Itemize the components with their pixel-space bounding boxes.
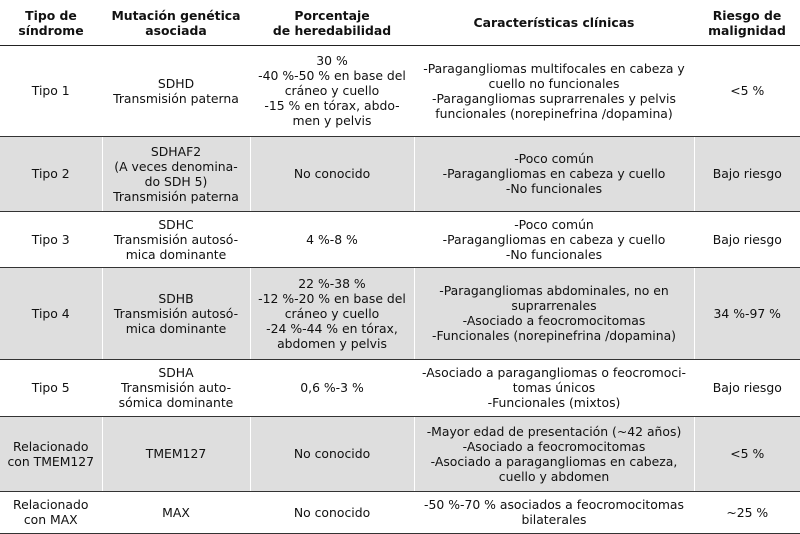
- cell-caracteristicas: -Mayor edad de presentación (~42 años) -Asociado a feocromocitomas -Asociado a paragangliomas en cabeza, cuello y abdomen: [414, 416, 694, 491]
- table-row: [0, 491, 800, 533]
- cell-mutacion: SDHD Transmisión paterna: [102, 45, 250, 136]
- cell-porcentaje: No conocido: [250, 491, 414, 533]
- table-row: [0, 136, 800, 211]
- cell-tipo: Relacionado con MAX: [0, 491, 102, 533]
- header-tipo: Tipo de síndrome: [0, 0, 102, 45]
- cell-mutacion: SDHB Transmisión autosó- mica dominante: [102, 267, 250, 359]
- cell-caracteristicas: -Poco común -Paragangliomas en cabeza y cuello -No funcionales: [414, 136, 694, 211]
- cell-riesgo: <5 %: [694, 416, 800, 491]
- cell-porcentaje: 30 % -40 %-50 % en base del cráneo y cuello -15 % en tórax, abdo- men y pelvis: [250, 45, 414, 136]
- header-porcentaje: Porcentaje de heredabilidad: [250, 0, 414, 45]
- cell-mutacion: SDHC Transmisión autosó- mica dominante: [102, 211, 250, 267]
- cell-riesgo: <5 %: [694, 45, 800, 136]
- cell-tipo: Tipo 1: [0, 45, 102, 136]
- cell-porcentaje: 4 %-8 %: [250, 211, 414, 267]
- cell-porcentaje: 22 %-38 % -12 %-20 % en base del cráneo y cuello -24 %-44 % en tórax, abdomen y pelvis: [250, 267, 414, 359]
- cell-caracteristicas: -50 %-70 % asociados a feocromocitomas bilaterales: [414, 491, 694, 533]
- cell-riesgo: Bajo riesgo: [694, 359, 800, 416]
- cell-riesgo: 34 %-97 %: [694, 267, 800, 359]
- table-row: [0, 416, 800, 491]
- cell-riesgo: Bajo riesgo: [694, 136, 800, 211]
- cell-porcentaje: No conocido: [250, 136, 414, 211]
- cell-tipo: Tipo 5: [0, 359, 102, 416]
- cell-mutacion: SDHA Transmisión auto- sómica dominante: [102, 359, 250, 416]
- cell-mutacion: SDHAF2 (A veces denomina- do SDH 5) Transmisión paterna: [102, 136, 250, 211]
- header-riesgo: Riesgo de malignidad: [694, 0, 800, 45]
- cell-caracteristicas: -Poco común -Paragangliomas en cabeza y cuello -No funcionales: [414, 211, 694, 267]
- cell-tipo: Relacionado con TMEM127: [0, 416, 102, 491]
- cell-riesgo: Bajo riesgo: [694, 211, 800, 267]
- cell-caracteristicas: -Asociado a paragangliomas o feocromoci- tomas únicos -Funcionales (mixtos): [414, 359, 694, 416]
- cell-mutacion: TMEM127: [102, 416, 250, 491]
- cell-tipo: Tipo 2: [0, 136, 102, 211]
- cell-mutacion: MAX: [102, 491, 250, 533]
- cell-porcentaje: No conocido: [250, 416, 414, 491]
- header-caracteristicas: Características clínicas: [414, 0, 694, 45]
- header-mutacion: Mutación genética asociada: [102, 0, 250, 45]
- cell-tipo: Tipo 4: [0, 267, 102, 359]
- cell-caracteristicas: -Paragangliomas multifocales en cabeza y cuello no funcionales -Paragangliomas suprarrenales y pelvis funcionales (norepinefrina /dopamina): [414, 45, 694, 136]
- table-row: [0, 267, 800, 359]
- table-row: [0, 211, 800, 267]
- table-header-row: [0, 0, 800, 45]
- cell-caracteristicas: -Paragangliomas abdominales, no en suprarrenales -Asociado a feocromocitomas -Funcionales (norepinefrina /dopamina): [414, 267, 694, 359]
- cell-porcentaje: 0,6 %-3 %: [250, 359, 414, 416]
- cell-riesgo: ~25 %: [694, 491, 800, 533]
- table-row: [0, 359, 800, 416]
- cell-tipo: Tipo 3: [0, 211, 102, 267]
- table-row: [0, 45, 800, 136]
